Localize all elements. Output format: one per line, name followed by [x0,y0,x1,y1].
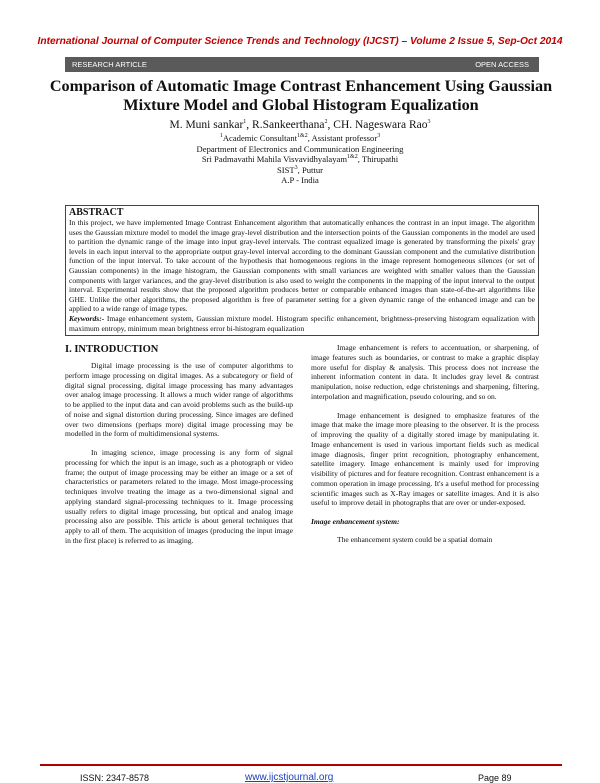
keywords-label: Keywords:- [69,313,105,323]
keywords-text: Image enhancement system, Gaussian mixture model. Histogram specific enhancement, brightness-preserving histogram equalization with maximum entropy, minimum mean brightness error bi-histogram equalization [69,313,535,333]
paragraph: Digital image processing is the use of computer algorithms to perform image processing on digital images. As a subcategory or field of digital signal processing, digital image processing has many advantages over analog image processing. It allows a much wider range of algorithms to be applied to the input data and can avoid problems such as the build-up of noise and signal distortion during processing. Since images are defined over two dimensions (perhaps more) digital image processing may be modelled in the form of multidimensional systems. [65,361,293,439]
paragraph: Image enhancement is refers to accentuation, or sharpening, of image features such as boundaries, or contrast to make a graphic display more useful for display & analysis. This process does not increase the inherent information content in data. It includes gray level & contrast manipulation, noise reduction, edge christenings and sharpening, filtering, interpolation and magnification, pseudo colouring, and so on. [311,343,539,401]
footer-page-number: Page 89 [478,773,512,783]
section-heading-introduction: I. INTRODUCTION [65,344,159,355]
author-1: M. Muni sankar [169,119,244,131]
affiliations [0,133,600,186]
research-article-label: RESEARCH ARTICLE [72,60,147,69]
author-3: , CH. Nageswara Rao [327,119,428,131]
left-column [65,344,293,555]
footer-issn: ISSN: 2347-8578 [80,773,150,783]
journal-header: International Journal of Computer Science Trends and Technology (IJCST) – Volume 2 Issue 5, Sep-Oct 2014 [37,36,563,47]
affiliation-department: Department of Electronics and Communication Engineering [196,143,404,154]
open-access-label: OPEN ACCESS [475,60,529,69]
subheading-enhancement-system: Image enhancement system: [311,517,400,526]
right-column [311,343,539,554]
paragraph: The enhancement system could be a spatial domain [337,534,493,544]
article-banner [65,57,539,72]
abstract-heading: ABSTRACT [69,207,124,218]
affiliation-university: Sri Padmavathi Mahila Visvavidhyalayam$^{1\&2}$, Thirupathi [201,154,399,165]
footer-rule [40,764,562,766]
author-list: M. Muni sankar$^1$, R.Sankeerthana$^2$, CH. Nageswara Rao$^3$ [169,119,431,131]
author-2: , R.Sankeerthana [246,119,325,131]
keywords [69,314,535,333]
affiliation-institute: SIST$^3$, Puttur [277,164,323,175]
abstract-box [65,205,539,336]
paragraph: In imaging science, image processing is any form of signal processing for which the input is an image, such as a photograph or video frame; the output of image processing may be either an image or a set of characteristics or parameters related to the image. Most image-processing techniques involve treating the image as a two-dimensional signal and applying standard signal-processing techniques to it. Image processing usually refers to digital image processing, but optical and analog image processing also are possible. This article is about general techniques that apply to all of them. The acquisition of images (producing the input image in the first place) is referred to as imaging. [65,448,293,545]
footer-journal-link[interactable]: www.ijcstjournal.org [245,772,334,783]
affiliation-line-1: $^1$Academic Consultant$^{1\&2}$, Assistant professor$^3$ [219,133,381,143]
affiliation-country: A.P - India [281,175,319,186]
abstract-body: In this project, we have implemented Image Contrast Enhancement algorithm that automatically enhances the contrast in an input image. The algorithm uses the Gaussian mixture model to model the image gray-level distribution and the intersection points of the Gaussian components in the model are used to partition the dynamic range of the image into input gray-level intervals. The contrast equalized image is generated by transforming the pixels' gray levels in each input interval to the appropriate output gray-level interval according to the dominant Gaussian component and the cumulative distribution function of the input interval. To take account of the hypothesis that homogeneous regions in the image represent homogeneous silences (or set of Gaussian components) in the image histogram, the Gaussian components with small variances are weighted with smaller values than the Gaussian components with larger variances, and the gray-level distribution is also used to weight the components in the mapping of the input interval to the output interval. Experimental results show that the proposed algorithm produces better or comparable enhanced images than state-of-the-art algorithms like GHE. Unlike the other algorithms, the proposed algorithm is free of parameter setting for a given dynamic range of the enhanced image and can be applied to a wide range of image types. [69,218,535,314]
paragraph: Image enhancement is designed to emphasize features of the image that make the image more pleasing to the observer. It is the process of improving the quality of a digitally stored image by manipulating it. Image enhancement is used in various important fields such as medical image diagnosis, finger print recognition, photography enhancement, satellite imagery. Image enhancement is mainly used for improving visibility of pictures and for feature recognition. Contrast enhancement is a common operation in image processing. It's a useful method for processing scientific images such as X-Ray images or satellite images. And it is also useful to improve detail in photographs that are over or under-exposed. [311,410,539,508]
paper-title: Comparison of Automatic Image Contrast Enhancement Using Gaussian Mixture Model and Global Histogram Equalization [49,77,553,114]
